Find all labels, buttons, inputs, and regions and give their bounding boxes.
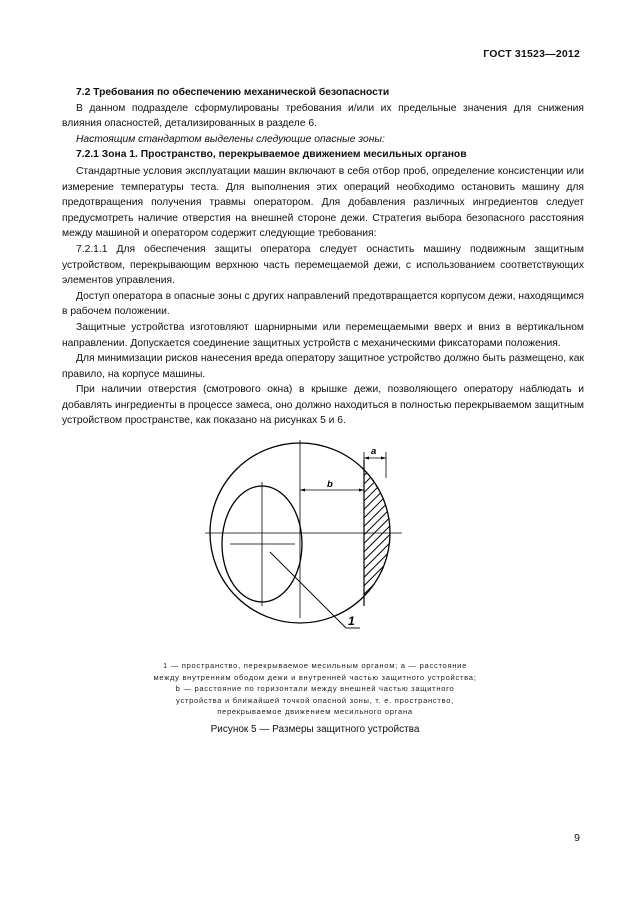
caption-line: между внутренним ободом дежи и внутренней частью защитного устройства; [153,672,477,682]
callout-1-label: 1 [348,614,355,628]
paragraph: Для минимизации рисков нанесения вреда оператору защитное устройство должно быть размещено, как правило, на корпусе машины. [62,353,584,380]
leader-line-1 [270,552,346,628]
paragraph: Стандартные условия эксплуатации машин включают в себя отбор проб, определение консистенции или измерение температуры теста. Для выполнения этих операций необходимо остановить машину для предотвращения получения травмы оператором. Для добавления различных ингредиентов следует предусмотреть наличие отверстия на внешней стороне дежи. Стратегия выбора безопасного расстояния между машиной и оператором содержит следующие требования: [62,165,584,240]
caption-line: устройства и ближайшей точкой опасной зоны, т. е. пространство, [176,695,454,705]
paragraph-italic: Настоящим стандартом выделены следующие опасные зоны: [76,133,385,145]
caption-line: 1 — пространство, перекрываемое месильным органом; a — расстояние [162,661,468,670]
paragraph: В данном подразделе сформулированы требования и/или их предельные значения для снижения влияния опасностей, детализированных в разделе 6. [62,102,584,130]
caption-line: перекрываемое движением месильного органа [217,707,413,717]
subsection-heading: 7.2.1 Зона 1. Пространство, перекрываемое движением месильных органов [76,149,467,161]
paragraph: При наличии отверстия (смотрового окна) в крышке дежи, позволяющего оператору наблюдать и добавлять ингредиенты в процессе замеса, оно должно находиться в полностью перекрываемом защитным устройством пространстве, как показано на рисунках 5 и 6. [62,384,584,427]
guard-hatched-area [364,440,404,640]
section-heading: 7.2 Требования по обеспечению механической безопасности [76,87,390,98]
document-header: ГОСТ 31523—2012 [483,48,580,60]
figure-title: Рисунок 5 — Размеры защитного устройства [210,724,420,735]
paragraph: Защитные устройства изготовляют шарнирными или перемещаемыми вверх и вниз в вертикальном направлении. Допускается соединение защитных устройств с механическими фиксаторами положения. [62,321,584,349]
figure-5-diagram [0,440,630,640]
dimension-b-label: b [327,479,333,490]
figure-caption [130,660,500,718]
document-body [62,82,584,429]
paragraph: 7.2.1.1 Для обеспечения защиты оператора следует оснастить машину подвижным защитным устройством, перекрывающим верхнюю часть перемещаемой дежи, с использованием соответствующих элементов управления. [62,243,584,287]
caption-line: b — расстояние по горизонтали между внешней частью защитного [175,684,455,694]
paragraph: Доступ оператора в опасные зоны с других направлений предотвращается корпусом дежи, находящимся в рабочем положении. [62,290,584,318]
dimension-a-label: a [371,446,377,457]
page-number: 9 [574,832,580,844]
